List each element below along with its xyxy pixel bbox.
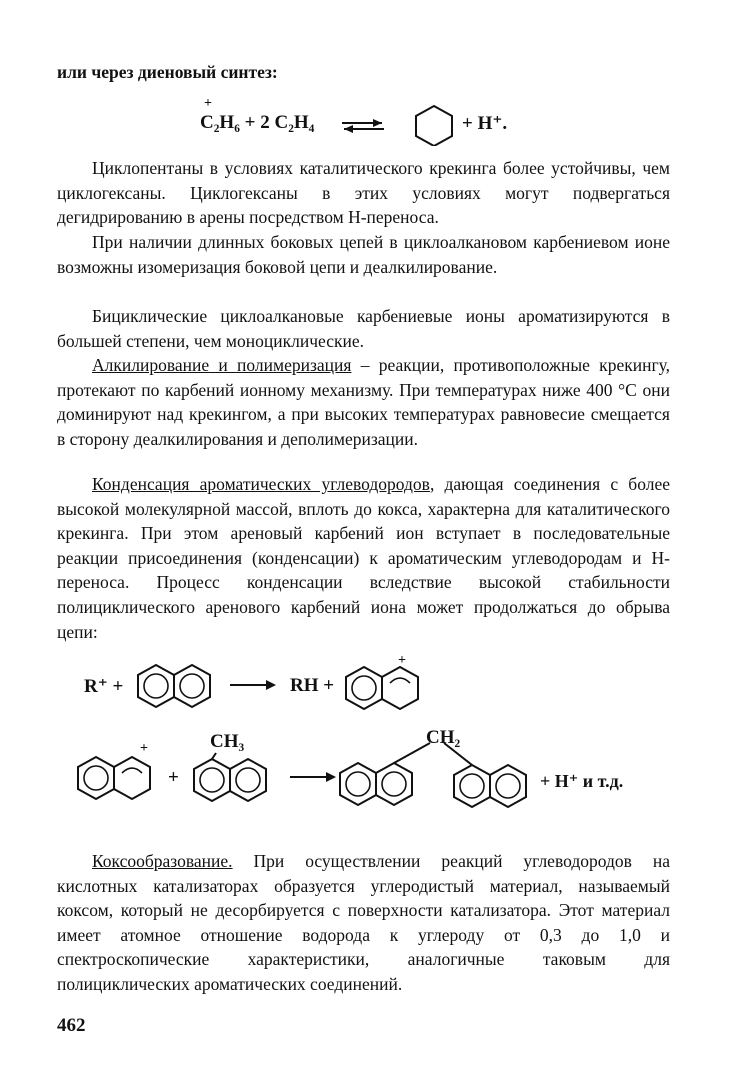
equation-charge: + xyxy=(204,96,212,111)
row1-cation-charge: + xyxy=(398,653,406,668)
naphthalenium-cation-icon xyxy=(74,749,160,809)
naphthalenium-cation-icon xyxy=(342,659,428,719)
heading-alkylation: Алкилирование и полимеризация xyxy=(92,355,352,375)
paragraph-bicyclic: Бициклические циклоалкановые карбениевые ионы ароматизируются в большей степени, чем моноциклические. xyxy=(57,306,670,351)
equation-right: + H⁺. xyxy=(462,113,508,134)
paragraph-condensation: Конденсация ароматических углеводородов, дающая соединения с более высокой молекулярной массой, вплоть до кокса, характерна для каталитического крекинга. При этом ареновый карбений ион вступает в последовательные реакции присоединения (конденсации) к ароматическим углеводородам и Н-переноса. Процесс конденсации вследствие высокой стабильности полициклического аренового карбений иона может продолжаться до обрыва цепи: xyxy=(57,474,670,642)
diene-synthesis-equation xyxy=(200,96,560,150)
methyl-group-label: CH₃ xyxy=(210,731,245,752)
intro-line: или через диеновый синтез: xyxy=(57,62,278,82)
methylene-bridge-label: CH₂ xyxy=(426,727,461,748)
reaction-arrow-icon xyxy=(228,677,280,693)
condensation-scheme xyxy=(70,655,670,835)
paragraph-side-chains: При наличии длинных боковых цепей в циклоалкановом карбениевом ионе возможны изомеризация боковой цепи и деалкилирование. xyxy=(57,232,670,277)
paragraph-cyclopentanes: Циклопентаны в условиях каталитического крекинга более устойчивы, чем циклогексаны. Циклогексаны в этих условиях могут подвергаться дегидрированию в арены посредством Н-переноса. xyxy=(57,158,670,228)
row2-cation-charge: + xyxy=(140,741,148,756)
row2-plus: + xyxy=(168,767,179,788)
equation-left: C₂H₆ + 2 C₂H₄ xyxy=(200,112,315,133)
row1-product: RH + xyxy=(290,675,335,696)
paragraph-alkylation: Алкилирование и полимеризация – реакции, противоположные крекингу, протекают по карбений ионному механизму. При температурах ниже 400 °С они доминируют над крекингом, а при высоких температурах равновесие смещается в сторону деалкилирования и деполимеризации. xyxy=(57,355,670,449)
paragraph-coke-formation: Коксообразование. При осуществлении реакций углеводородов на кислотных катализаторах образуется углеродистый материал, называемый коксом, который не десорбируется с поверхности катализатора. Этот материал имеет атомное отношение водорода к углероду от 0,3 до 1,0 и спектроскопические характеристики, аналогичные таковым для полициклических ароматических соединений. xyxy=(57,851,670,994)
heading-coke-formation: Коксообразование. xyxy=(92,851,233,871)
methylnaphthalene-icon xyxy=(190,749,276,809)
row1-reactant: R⁺ + xyxy=(84,676,124,697)
equilibrium-arrow-icon xyxy=(340,118,386,134)
row2-tail: + H⁺ и т.д. xyxy=(540,771,624,791)
naphthalene-icon xyxy=(134,661,218,717)
reaction-arrow-icon xyxy=(288,769,340,785)
cyclohexane-ring-icon xyxy=(412,104,456,146)
page-number: 462 xyxy=(57,1015,86,1036)
heading-condensation: Конденсация ароматических углеводородов xyxy=(92,474,430,494)
